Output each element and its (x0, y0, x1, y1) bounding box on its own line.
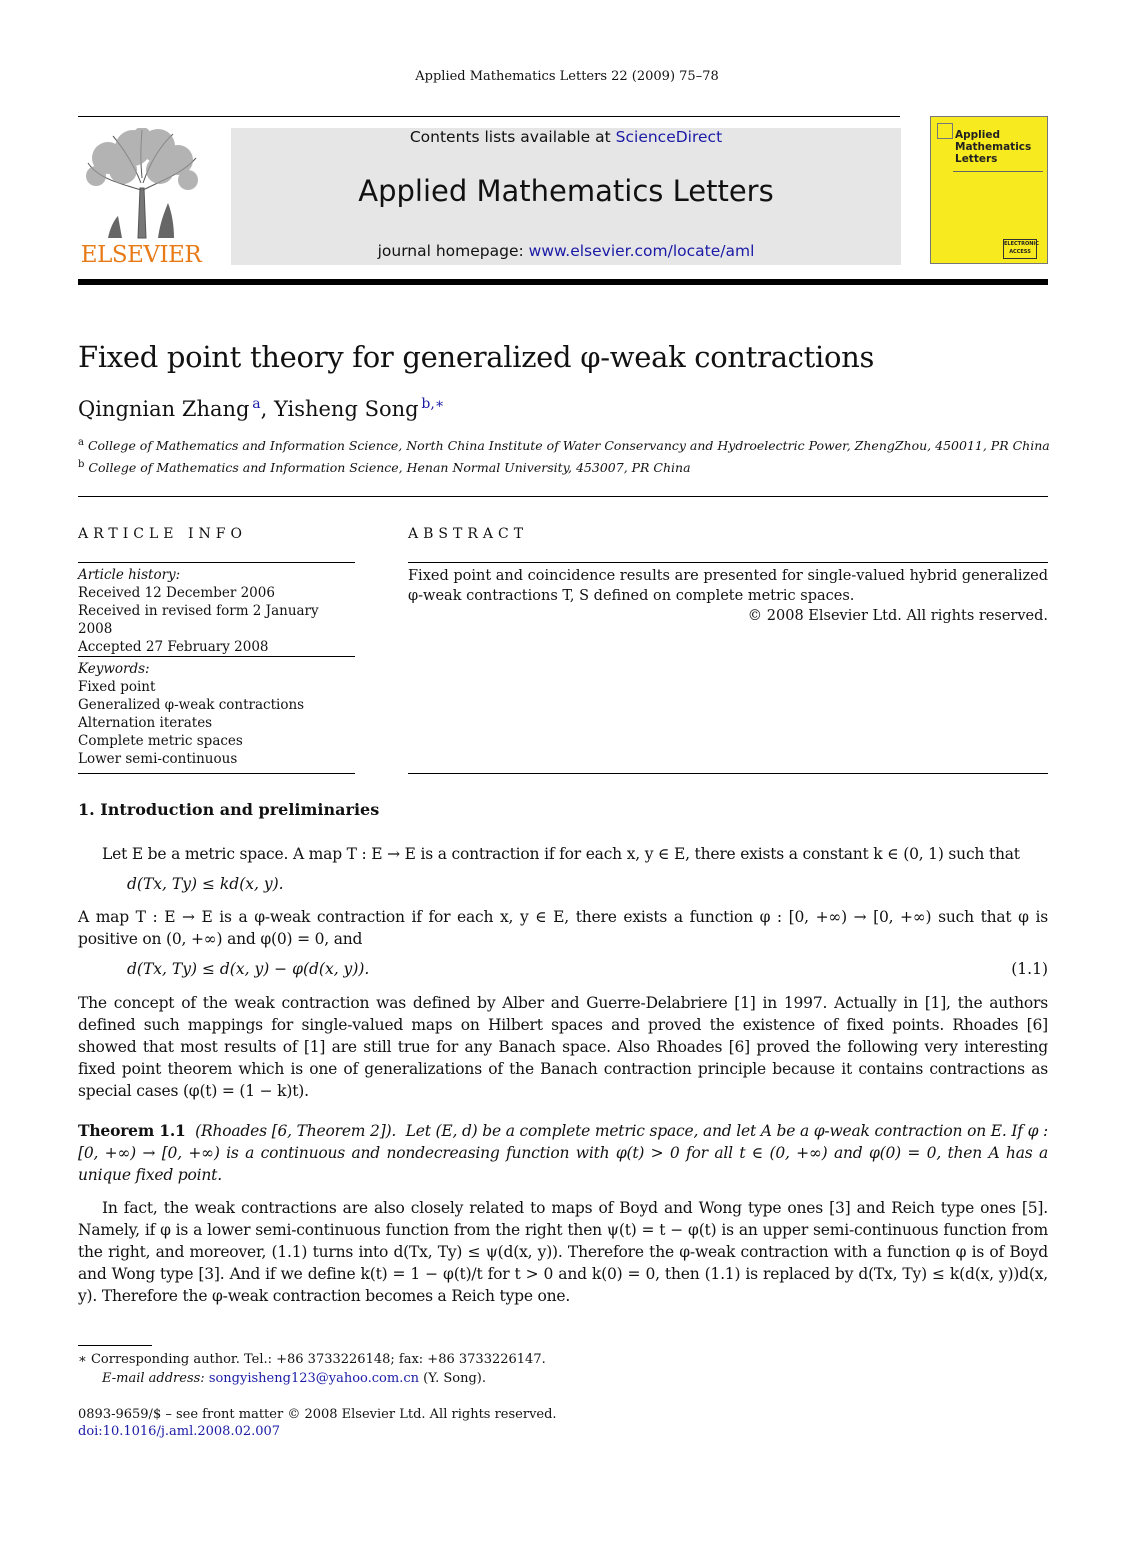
footnote-rule (78, 1345, 152, 1346)
article-info-rule (78, 562, 355, 563)
section-heading: 1. Introduction and preliminaries (78, 800, 380, 819)
email-link[interactable]: songyisheng123@yahoo.com.cn (208, 1371, 419, 1386)
history-label: Article history: (78, 567, 181, 583)
abstract-bottom-rule (408, 773, 1048, 774)
email-label: E-mail address: (102, 1371, 209, 1386)
journal-banner (231, 128, 901, 265)
article-title: Fixed point theory for generalized φ-weak contractions (78, 340, 875, 374)
keywords (78, 660, 355, 768)
abstract-rule (408, 562, 1048, 563)
cover-emblem-icon (937, 123, 953, 139)
journal-cover (930, 116, 1048, 264)
keyword-item: Lower semi-continuous (78, 751, 238, 767)
cover-divider (953, 171, 1043, 172)
author-name: Qingnian Zhang (78, 397, 250, 421)
paragraph: Let E be a metric space. A map T : E → E is a contraction if for each x, y ∈ E, there exists a constant k ∈ (0, 1) such that (102, 845, 1020, 863)
cover-title (955, 129, 1031, 165)
abstract-body (408, 566, 1048, 626)
history-item: Received 12 December 2006 (78, 585, 275, 601)
keyword-item: Generalized φ-weak contractions (78, 697, 305, 713)
homepage-prefix: journal homepage: (377, 242, 529, 260)
homepage-link[interactable]: www.elsevier.com/locate/aml (528, 242, 755, 260)
cover-title-line: Applied (955, 129, 1000, 141)
elsevier-logo (78, 128, 204, 268)
affiliation-text: College of Mathematics and Information Science, Henan Normal University, 453007, PR China (88, 460, 691, 476)
theorem (78, 1120, 1048, 1186)
cover-title-line: Mathematics (955, 141, 1032, 153)
header-rule-thick (78, 279, 1048, 285)
keyword-item: Fixed point (78, 679, 156, 695)
author-name: Yisheng Song (273, 397, 419, 421)
affiliation (78, 437, 1050, 453)
affiliation-text: College of Mathematics and Information Science, North China Institute of Water Conservancy and Hydroelectric Power, ZhengZhou, 450011, PR China (87, 438, 1050, 454)
cover-title-line: Letters (955, 153, 998, 165)
theorem-label: Theorem 1.1 (78, 1121, 186, 1140)
abstract-heading: ABSTRACT (408, 526, 529, 542)
keywords-label: Keywords: (78, 661, 150, 677)
article-info-bottom-rule (78, 773, 355, 774)
equation-number: (1.1) (1011, 960, 1048, 978)
article-history (78, 566, 355, 656)
header-rule-thin (78, 116, 900, 117)
author-mark[interactable]: a (252, 396, 261, 412)
footnotes (78, 1350, 546, 1388)
corresponding-author-note: ∗ Corresponding author. Tel.: +86 3733226148; fax: +86 3733226147. (78, 1352, 546, 1367)
doi-link[interactable]: doi:10.1016/j.aml.2008.02.007 (78, 1424, 281, 1439)
affiliation (78, 459, 691, 475)
sciencedirect-link[interactable]: ScienceDirect (615, 128, 723, 146)
keyword-item: Alternation iterates (78, 715, 213, 731)
history-item: Accepted 27 February 2008 (78, 639, 269, 655)
journal-title: Applied Mathematics Letters (358, 174, 774, 208)
email-note (78, 1369, 546, 1388)
author-mark[interactable]: b,∗ (421, 396, 445, 412)
author-separator: , (260, 397, 274, 421)
abstract-text: Fixed point and coincidence results are presented for single-valued hybrid generalized φ-weak contractions T, S defined on complete metric spaces. (408, 568, 1048, 604)
history-item: Received in revised form 2 January 2008 (78, 603, 319, 637)
cover-badge: ELECTRONIC ACCESS (1003, 239, 1037, 259)
theorem-citation: (Rhoades [6, Theorem 2]). (195, 1122, 397, 1140)
email-suffix: (Y. Song). (419, 1371, 487, 1386)
affiliation-rule (78, 496, 1048, 497)
elsevier-wordmark: ELSEVIER (80, 242, 202, 268)
affiliation-mark: b (78, 459, 85, 470)
paragraph: The concept of the weak contraction was defined by Alber and Guerre-Delabriere [1] in 1997. Actually in [1], the authors defined such mappings for single-valued maps on Hilbert spaces and proved the existence of fixed points. Rhoades [6] showed that most results of [1] are still true for any Banach space. Also Rhoades [6] proved the following very interesting fixed point theorem which is one of generalizations of the Banach contraction principle because it contains contractions as special cases (φ(t) = (1 − k)t). (78, 994, 1048, 1100)
contents-prefix: Contents lists available at (409, 128, 616, 146)
keywords-rule (78, 656, 355, 657)
contents-line (231, 128, 901, 146)
equation: d(Tx, Ty) ≤ kd(x, y). (127, 875, 284, 893)
abstract-copyright: © 2008 Elsevier Ltd. All rights reserved. (747, 608, 1048, 624)
equation: d(Tx, Ty) ≤ d(x, y) − φ(d(x, y)). (127, 960, 370, 978)
elsevier-tree-icon (78, 128, 204, 240)
homepage-line (231, 242, 901, 260)
article-info-heading: ARTICLE INFO (78, 526, 247, 542)
author-list (78, 396, 444, 421)
paragraph: In fact, the weak contractions are also closely related to maps of Boyd and Wong type ones [3] and Reich type ones [5]. Namely, if φ is a lower semi-continuous function from the right then ψ(t) = t − φ(t) is an upper semi-continuous function from the right, and moreover, (1.1) turns into d(Tx, Ty) ≤ ψ(d(x, y)). Therefore the φ-weak contraction with a function φ is of Boyd and Wong type [3]. And if we define k(t) = 1 − φ(t)/t for t > 0 and k(0) = 0, then (1.1) is replaced by d(Tx, Ty) ≤ k(d(x, y))d(x, y). Therefore the φ-weak contraction becomes a Reich type one. (78, 1199, 1048, 1305)
journal-reference: Applied Mathematics Letters 22 (2009) 75–78 (415, 69, 719, 84)
front-matter (78, 1406, 557, 1440)
keyword-item: Complete metric spaces (78, 733, 243, 749)
affiliation-mark: a (78, 437, 84, 448)
paragraph: A map T : E → E is a φ-weak contraction if for each x, y ∈ E, there exists a function φ : [0, +∞) → [0, +∞) such that φ is positive on (0, +∞) and φ(0) = 0, and (78, 908, 1048, 948)
front-matter-text: 0893-9659/$ – see front matter © 2008 Elsevier Ltd. All rights reserved. (78, 1407, 557, 1422)
theorem-statement: Let (E, d) be a complete metric space, and let A be a φ-weak contraction on E. If φ : [0, +∞) → [0, +∞) is a continuous and nondecreasing function with φ(t) > 0 for all t ∈ (0, +∞) and φ(0) = 0, then A has a unique fixed point. (78, 1122, 1048, 1184)
